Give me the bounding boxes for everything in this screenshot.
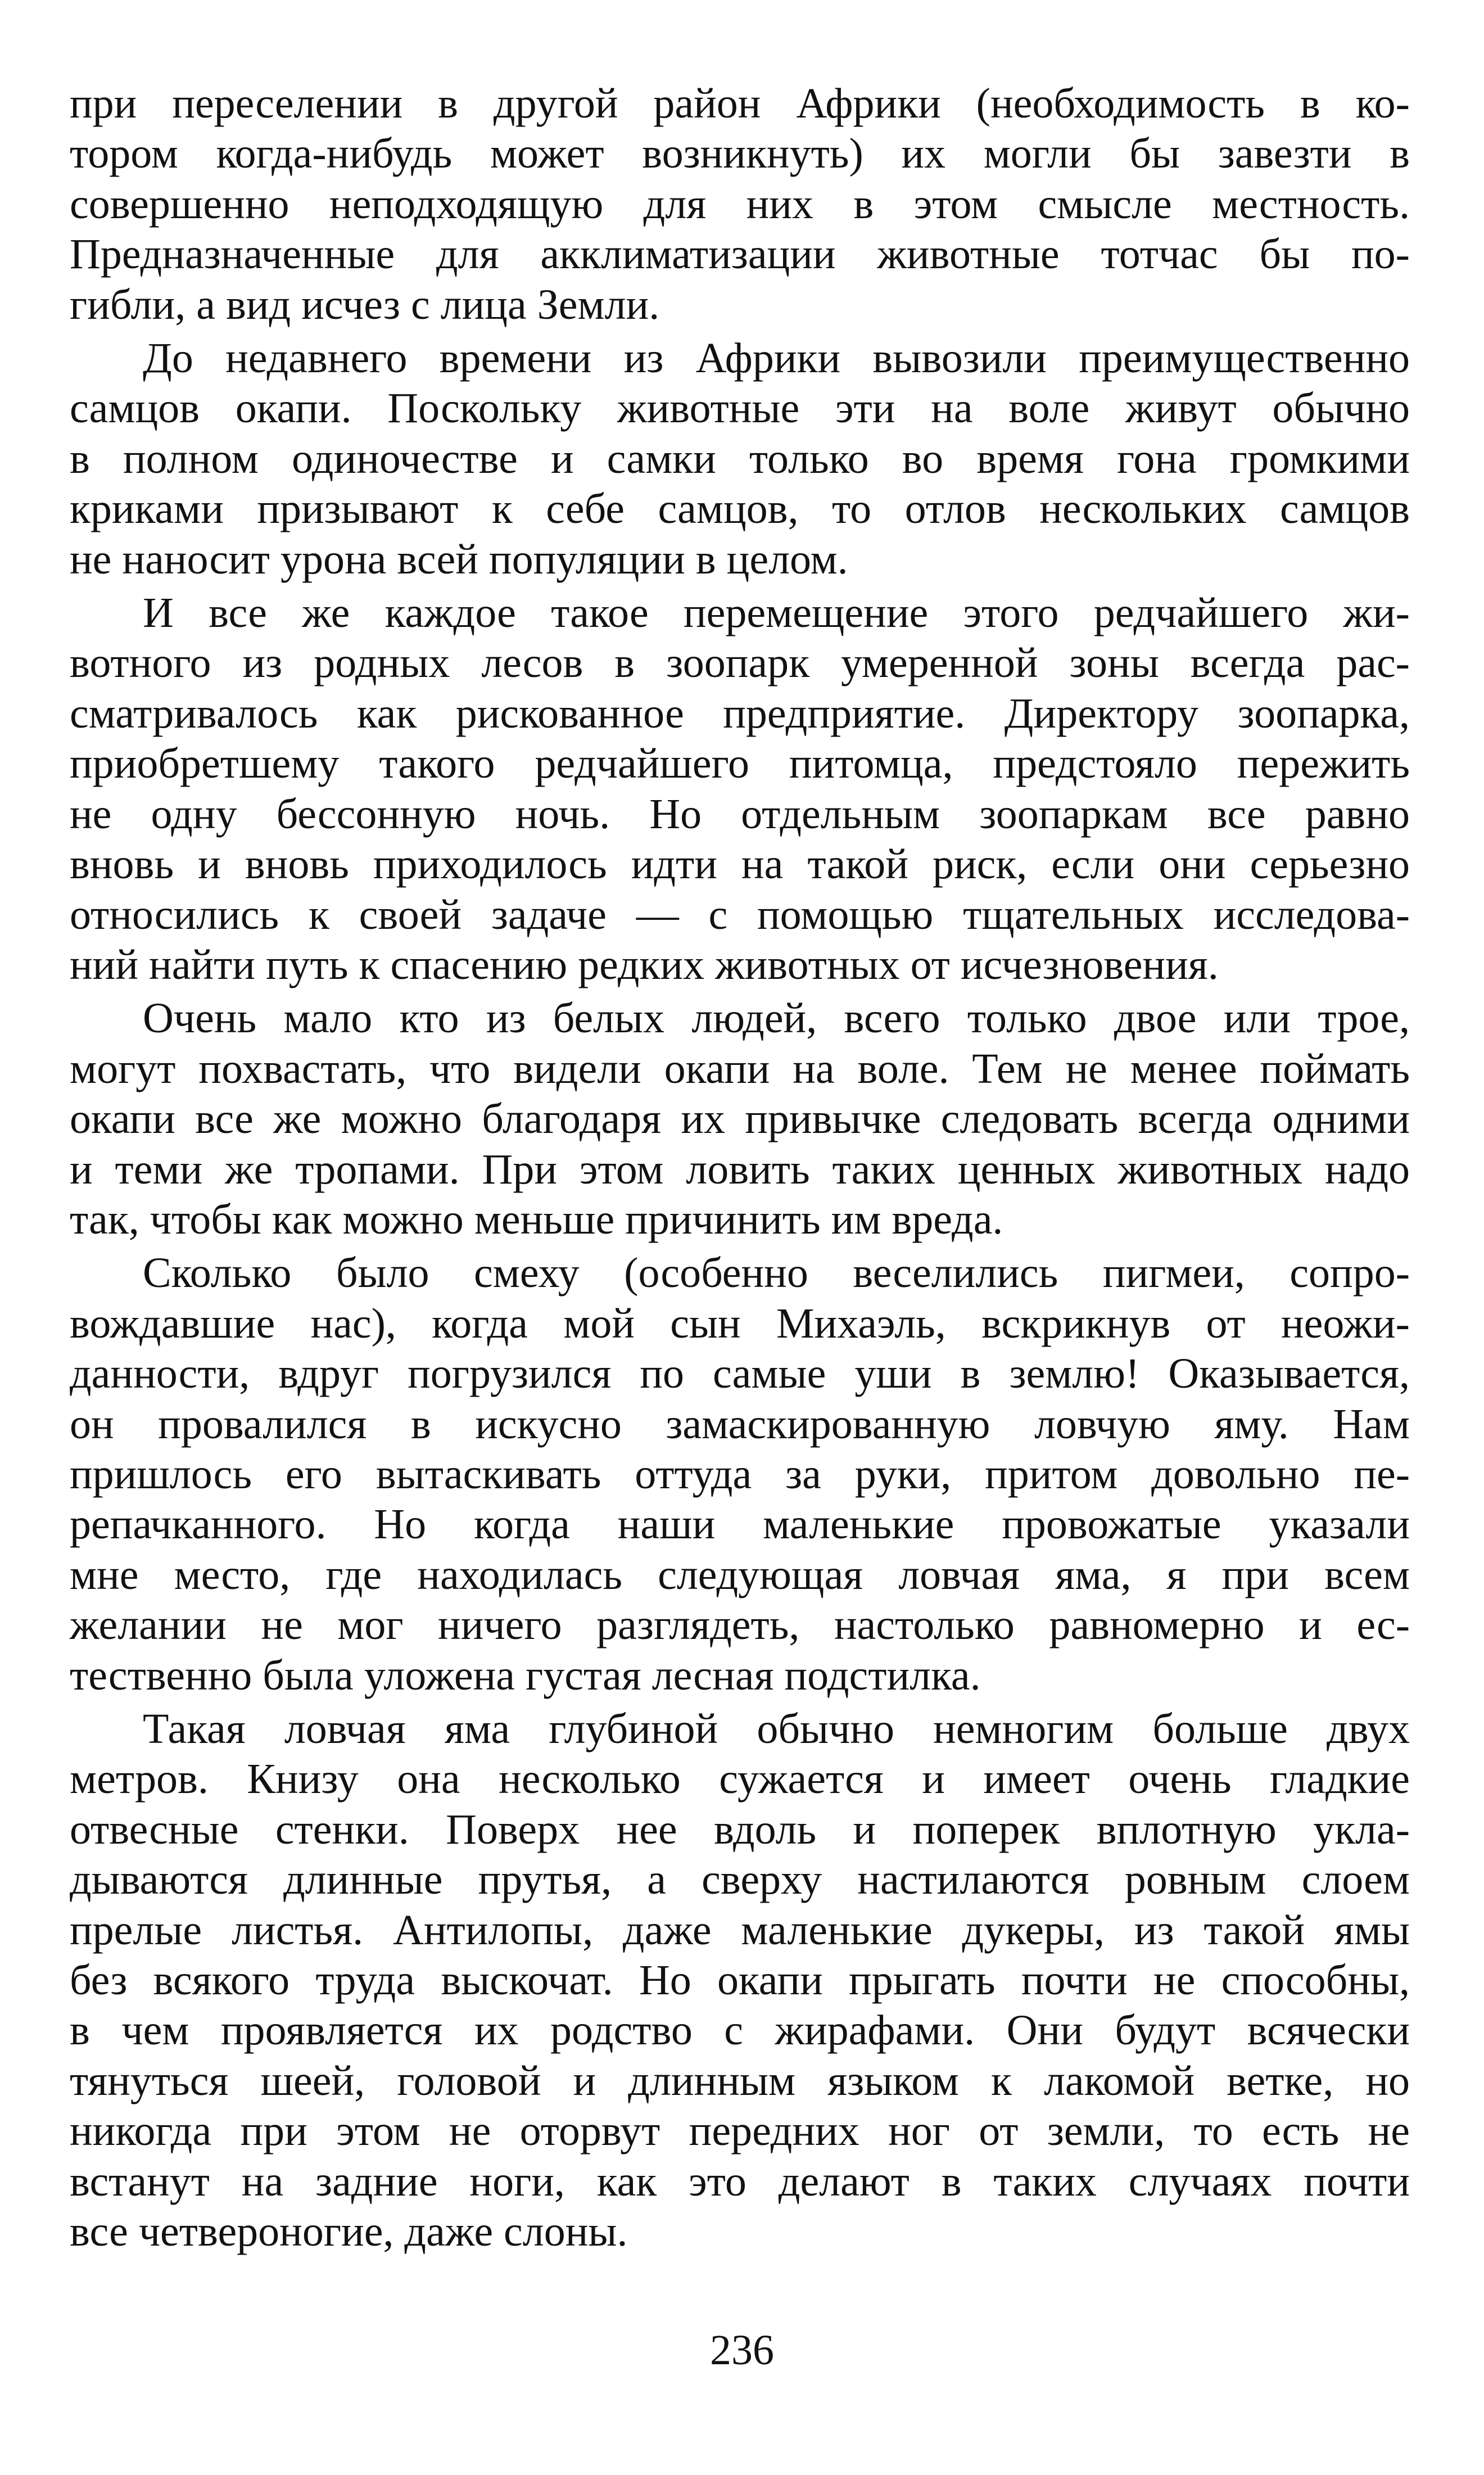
text-line: мне место, где находилась следующая ловчая яма, я при всем [70, 1551, 1410, 1598]
paragraph-4 [70, 993, 1410, 1245]
page-number: 236 [710, 2327, 774, 2374]
text-line: желании не мог ничего разглядеть, настолько равномерно и ес- [70, 1601, 1410, 1649]
text-line: и теми же тропами. При этом ловить таких ценных животных надо [70, 1145, 1410, 1193]
text-line: тором когда-нибудь может возникнуть) их могли бы завезти в [70, 130, 1410, 178]
text-line: пришлось его вытаскивать оттуда за руки, притом довольно пе- [70, 1450, 1410, 1498]
text-line: метров. Книзу она несколько сужается и имеет очень гладкие [70, 1755, 1410, 1803]
text-line: вновь и вновь приходилось идти на такой риск, если они серьезно [70, 841, 1410, 888]
text-line: дываются длинные прутья, а сверху настилаются ровным слоем [70, 1856, 1410, 1904]
text-line: вождавшие нас), когда мой сын Михаэль, вскрикнув от неожи- [70, 1299, 1410, 1347]
text-line: не наносит урона всей популяции в целом. [70, 535, 848, 583]
page-body [70, 79, 1410, 2260]
text-line: все четвероногие, даже слоны. [70, 2208, 628, 2256]
text-line: криками призывают к себе самцов, то отлов нескольких самцов [70, 485, 1410, 533]
text-line: при переселении в другой район Африки (необходимость в ко- [70, 80, 1410, 127]
text-line: До недавнего времени из Африки вывозили преимущественно [143, 335, 1410, 382]
text-line: встанут на задние ноги, как это делают в таких случаях почти [70, 2157, 1410, 2205]
text-line: И все же каждое такое перемещение этого редчайшего жи- [143, 589, 1410, 637]
text-line: никогда при этом не оторвут передних ног от земли, то есть не [70, 2107, 1410, 2155]
text-line: так, чтобы как можно меньше причинить им вреда. [70, 1195, 1003, 1243]
text-line: не одну бессонную ночь. Но отдельным зоопаркам все равно [70, 790, 1410, 838]
text-line: отвесные стенки. Поверх нее вдоль и поперек вплотную укла- [70, 1805, 1410, 1853]
text-line: Сколько было смеху (особенно веселились пигмеи, сопро- [143, 1249, 1410, 1297]
text-line: совершенно неподходящую для них в этом смысле местность. [70, 180, 1410, 228]
paragraph-5 [70, 1248, 1410, 1701]
paragraph-3 [70, 588, 1410, 990]
text-line: гибли, а вид исчез с лица Земли. [70, 281, 660, 328]
text-line: данности, вдруг погрузился по самые уши в землю! Оказывается, [70, 1350, 1410, 1398]
text-line: Очень мало кто из белых людей, всего только двое или трое, [143, 995, 1410, 1042]
text-line: могут похвастать, что видели окапи на воле. Тем не менее поймать [70, 1045, 1410, 1092]
paragraph-6 [70, 1704, 1410, 2257]
text-line: относились к своей задаче — с помощью тщательных исследова- [70, 891, 1410, 938]
paragraph-1 [70, 79, 1410, 330]
text-line: сматривалось как рискованное предприятие. Директору зоопарка, [70, 689, 1410, 737]
text-line: приобретшему такого редчайшего питомца, предстояло пережить [70, 740, 1410, 788]
text-line: самцов окапи. Поскольку животные эти на воле живут обычно [70, 385, 1410, 432]
text-line: вотного из родных лесов в зоопарк умеренной зоны всегда рас- [70, 639, 1410, 687]
text-line: тественно была уложена густая лесная подстилка. [70, 1651, 981, 1699]
text-line: окапи все же можно благодаря их привычке следовать всегда одними [70, 1095, 1410, 1143]
text-line: без всякого труда выскочат. Но окапи прыгать почти не способны, [70, 1957, 1410, 2004]
text-line: он провалился в искусно замаскированную ловчую яму. Нам [70, 1400, 1410, 1448]
paragraph-2 [70, 333, 1410, 585]
text-line: в полном одиночестве и самки только во время гона громкими [70, 435, 1410, 482]
text-line: тянуться шеей, головой и длинным языком к лакомой ветке, но [70, 2057, 1410, 2104]
text-line: в чем проявляется их родство с жирафами. Они будут всячески [70, 2007, 1410, 2054]
text-line: прелые листья. Антилопы, даже маленькие дукеры, из такой ямы [70, 1906, 1410, 1954]
text-line: Предназначенные для акклиматизации животные тотчас бы по- [70, 231, 1410, 278]
text-line: репачканного. Но когда наши маленькие провожатые указали [70, 1501, 1410, 1548]
text-line: ний найти путь к спасению редких животных от исчезновения. [70, 941, 1219, 988]
text-line: Такая ловчая яма глубиной обычно немногим больше двух [143, 1705, 1410, 1753]
